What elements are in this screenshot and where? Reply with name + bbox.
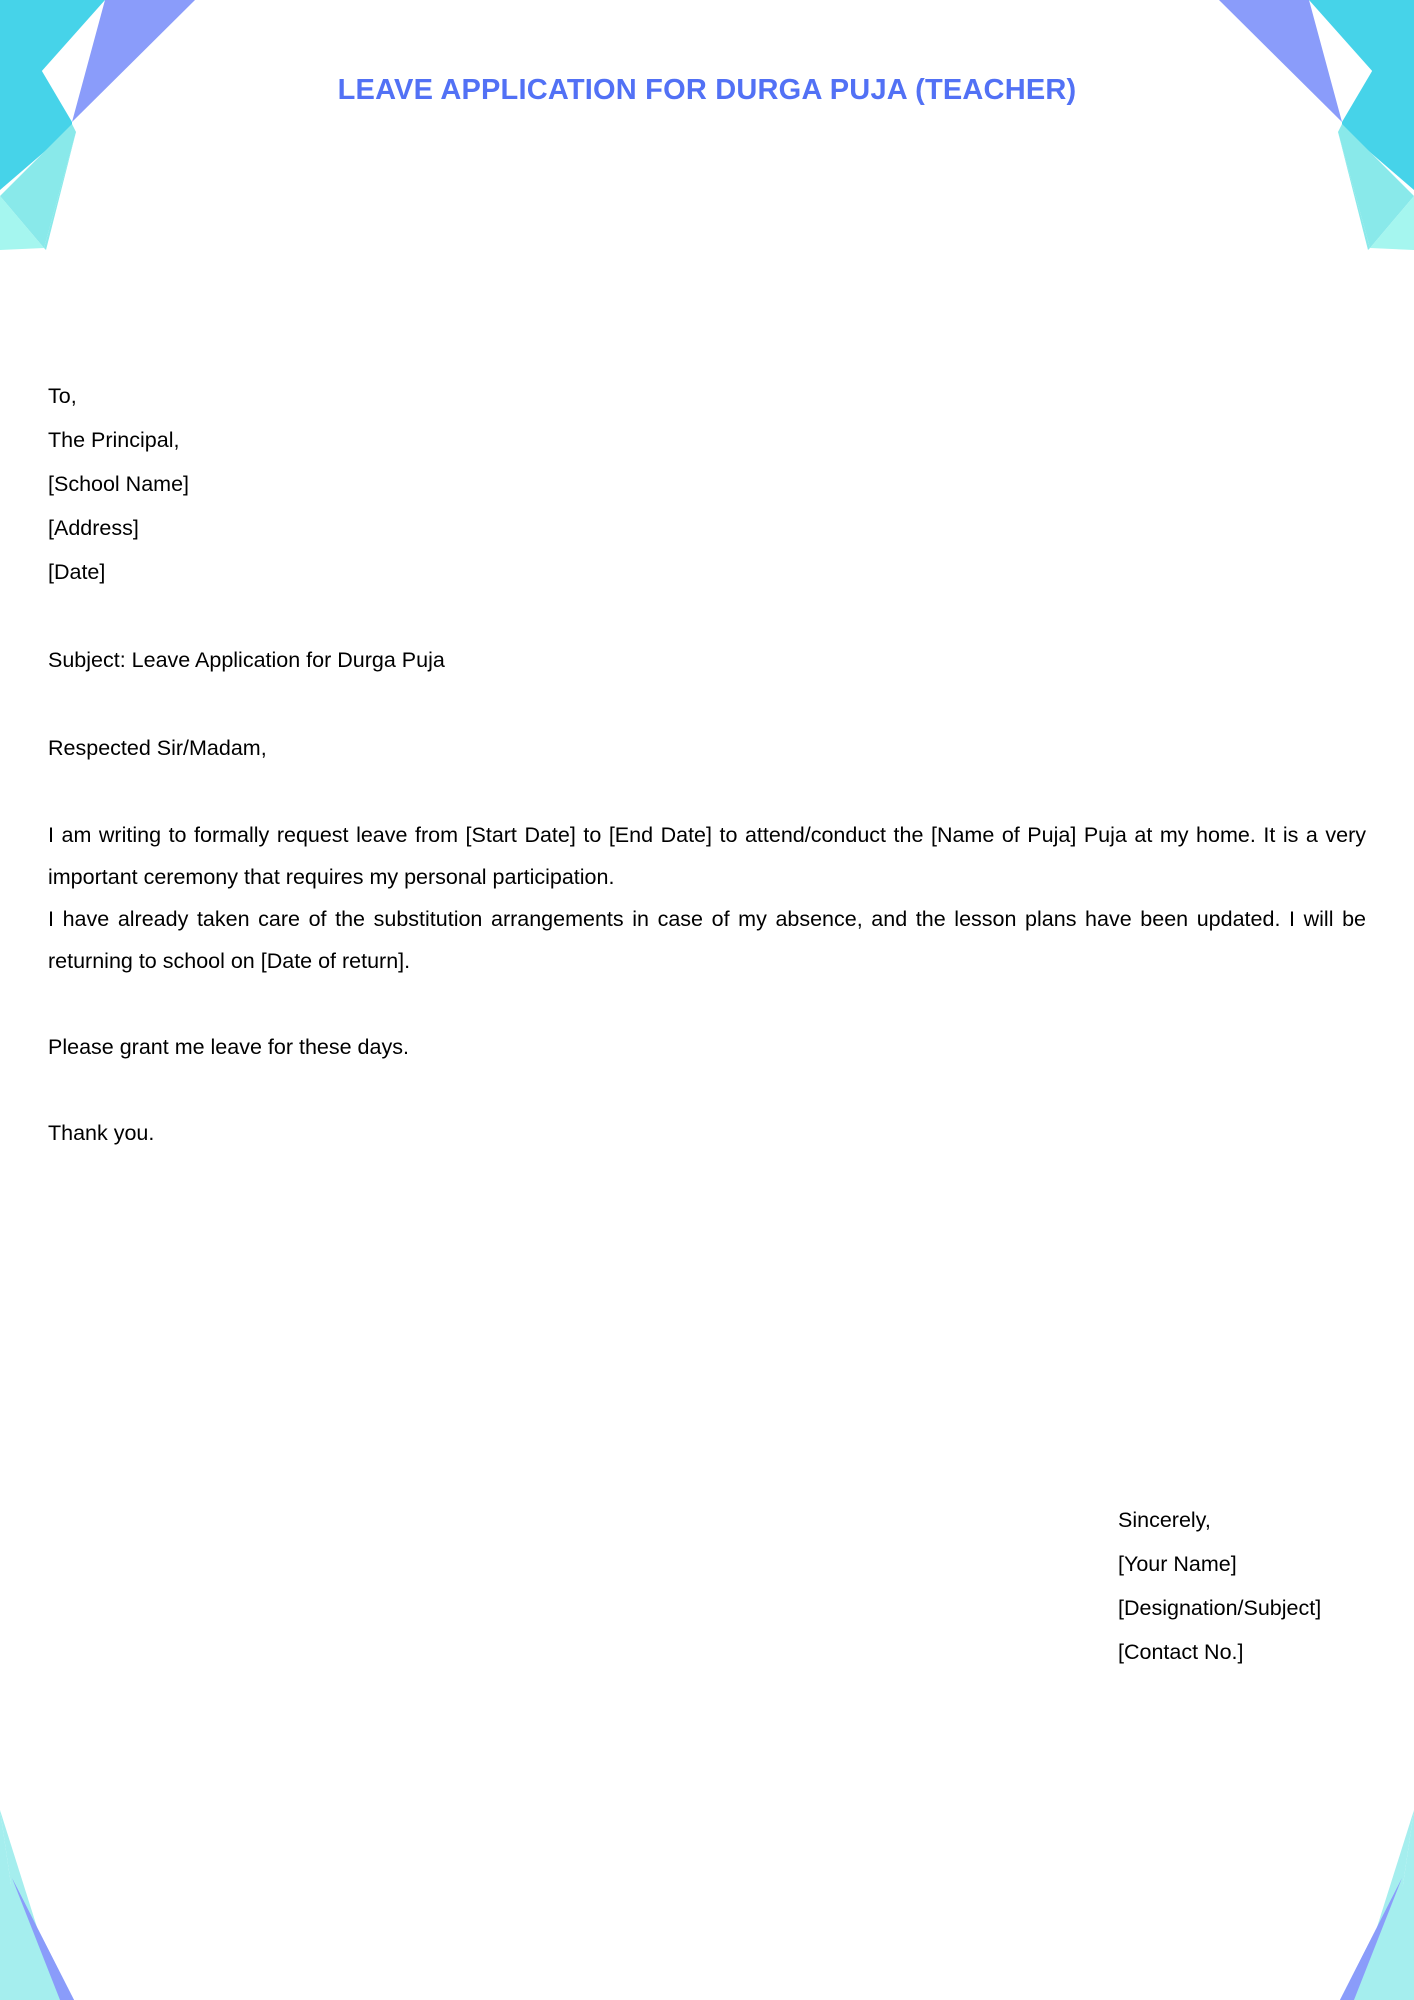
signature-sincerely: Sincerely,: [1118, 1508, 1211, 1532]
recipient-address-block: [48, 374, 1366, 594]
spacer-after-address: [48, 594, 1366, 638]
spacer-after-request: [48, 1068, 1366, 1112]
salutation-line: Respected Sir/Madam,: [48, 736, 267, 760]
corner-decoration-top-left: [0, 0, 230, 260]
thanks-line: Thank you.: [48, 1121, 155, 1145]
corner-decoration-top-right: [1184, 0, 1414, 260]
address-line-principal: The Principal,: [48, 428, 180, 452]
signature-contact-no: [Contact No.]: [1118, 1640, 1244, 1664]
spacer-after-body: [48, 982, 1366, 1026]
signature-designation: [Designation/Subject]: [1118, 1596, 1322, 1620]
address-line-school: [School Name]: [48, 472, 190, 496]
document-title: LEAVE APPLICATION FOR DURGA PUJA (TEACHER): [337, 74, 1077, 106]
signature-your-name: [Your Name]: [1118, 1552, 1237, 1576]
request-line: Please grant me leave for these days.: [48, 1035, 409, 1059]
spacer-after-salutation: [48, 770, 1366, 814]
body-paragraph-1: I am writing to formally request leave from [Start Date] to [End Date] to attend/conduct the [Name of Puja] Puja at my home. It is a very important ceremony that requires my personal participation.: [48, 823, 1366, 889]
signature-block: [1118, 1498, 1321, 1674]
body-paragraph-2: I have already taken care of the substitution arrangements in case of my absence, and the lesson plans have been updated. I will be returning to school on [Date of return].: [48, 907, 1366, 973]
spacer-after-subject: [48, 682, 1366, 726]
address-line-address: [Address]: [48, 516, 139, 540]
address-line-date: [Date]: [48, 560, 106, 584]
address-line-to: To,: [48, 384, 77, 408]
letter-body: [48, 374, 1366, 1154]
subject-line: Subject: Leave Application for Durga Puja: [48, 648, 445, 672]
corner-decoration-bottom-right: [1124, 1790, 1414, 2000]
corner-decoration-bottom-left: [0, 1790, 290, 2000]
